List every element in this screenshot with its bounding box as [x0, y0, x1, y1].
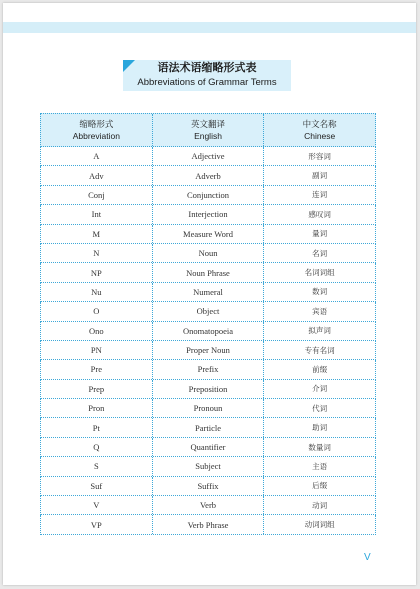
cell-chinese: 名词	[312, 248, 328, 258]
header-english	[153, 114, 265, 146]
cell-english: Verb	[153, 496, 265, 514]
cell-chinese: 助词	[312, 423, 328, 433]
cell-abbreviation: Q	[41, 438, 153, 456]
cell-abbreviation: A	[41, 147, 153, 165]
table-row	[40, 438, 376, 457]
header-chinese	[264, 114, 375, 146]
cell-english: Interjection	[153, 205, 265, 223]
cell-abbreviation: Pt	[41, 418, 153, 436]
table-row	[40, 283, 376, 302]
table-row	[40, 477, 376, 496]
cell-english: Conjunction	[153, 186, 265, 204]
cell-english: Particle	[153, 418, 265, 436]
cell-abbreviation: Ono	[41, 322, 153, 340]
cell-english: Quantifier	[153, 438, 265, 456]
table-row	[40, 457, 376, 476]
cell-chinese: 后缀	[312, 481, 328, 491]
cell-english: Measure Word	[153, 225, 265, 243]
cell-english: Suffix	[153, 477, 265, 495]
cell-english: Pronoun	[153, 399, 265, 417]
page-number: V	[364, 552, 371, 563]
cell-abbreviation: Nu	[41, 283, 153, 301]
cell-abbreviation: NP	[41, 263, 153, 281]
cell-english: Numeral	[153, 283, 265, 301]
table-row	[40, 302, 376, 321]
cell-abbreviation: Pron	[41, 399, 153, 417]
cell-abbreviation: Int	[41, 205, 153, 223]
cell-abbreviation: S	[41, 457, 153, 475]
cell-abbreviation: Pre	[41, 360, 153, 378]
cell-chinese: 动词词组	[304, 520, 335, 530]
table-row	[40, 166, 376, 185]
cell-chinese: 主语	[312, 461, 328, 471]
cell-english: Object	[153, 302, 265, 320]
table-row	[40, 399, 376, 418]
cell-chinese: 拟声词	[308, 326, 331, 336]
cell-chinese: 量词	[312, 229, 328, 239]
table-row	[40, 341, 376, 360]
cell-abbreviation: M	[41, 225, 153, 243]
cell-chinese: 专有名词	[304, 345, 335, 355]
table-row	[40, 263, 376, 282]
cell-english: Adjective	[153, 147, 265, 165]
table-row	[40, 205, 376, 224]
table-row	[40, 147, 376, 166]
cell-chinese: 连词	[312, 190, 328, 200]
header-cn: 英文翻译	[191, 119, 226, 129]
cell-chinese: 介词	[312, 384, 328, 394]
header-en: Abbreviation	[72, 131, 120, 141]
cell-abbreviation: Suf	[41, 477, 153, 495]
cell-english: Preposition	[153, 380, 265, 398]
table-row	[40, 244, 376, 263]
abbreviations-table	[40, 113, 376, 535]
cell-abbreviation: Conj	[41, 186, 153, 204]
cell-english: Prefix	[153, 360, 265, 378]
cell-chinese: 数量词	[308, 442, 331, 452]
header-abbreviation	[41, 114, 153, 146]
cell-chinese: 形容词	[308, 151, 331, 161]
cell-english: Onomatopoeia	[153, 322, 265, 340]
top-decorative-band	[3, 22, 416, 33]
table-row	[40, 186, 376, 205]
table-row	[40, 360, 376, 379]
cell-abbreviation: Adv	[41, 166, 153, 184]
cell-english: Verb Phrase	[153, 515, 265, 533]
cell-chinese: 前缀	[312, 364, 328, 374]
page-title-chinese: 语法术语缩略形式表	[157, 61, 257, 74]
cell-english: Proper Noun	[153, 341, 265, 359]
table-body	[40, 147, 376, 535]
cell-chinese: 动词	[312, 500, 328, 510]
table-header-row	[40, 113, 376, 147]
cell-english: Noun	[153, 244, 265, 262]
cell-abbreviation: Prep	[41, 380, 153, 398]
table-row	[40, 418, 376, 437]
cell-english: Subject	[153, 457, 265, 475]
cell-english: Noun Phrase	[153, 263, 265, 281]
cell-abbreviation: PN	[41, 341, 153, 359]
table-row	[40, 225, 376, 244]
page-title-english: Abbreviations of Grammar Terms	[137, 77, 277, 88]
cell-abbreviation: N	[41, 244, 153, 262]
cell-english: Adverb	[153, 166, 265, 184]
table-row	[40, 515, 376, 534]
cell-abbreviation: VP	[41, 515, 153, 533]
cell-chinese: 宾语	[312, 306, 328, 316]
cell-chinese: 感叹词	[308, 209, 331, 219]
table-row	[40, 322, 376, 341]
table-row	[40, 380, 376, 399]
cell-chinese: 代词	[312, 403, 328, 413]
cell-chinese: 副词	[312, 171, 328, 181]
header-en: English	[194, 131, 222, 141]
header-en: Chinese	[304, 131, 336, 141]
header-cn: 中文名称	[302, 119, 337, 129]
table-row	[40, 496, 376, 515]
cell-abbreviation: O	[41, 302, 153, 320]
cell-chinese: 名词词组	[304, 268, 335, 278]
cell-chinese: 数词	[312, 287, 328, 297]
cell-abbreviation: V	[41, 496, 153, 514]
header-cn: 缩略形式	[79, 119, 114, 129]
